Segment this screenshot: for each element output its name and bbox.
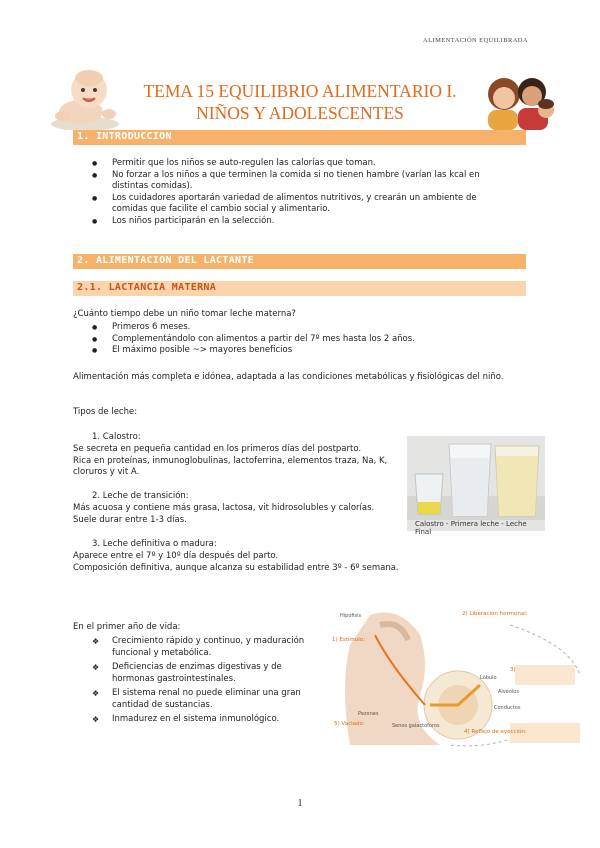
photo-caption: Calostro - Primera leche - Leche Final — [415, 520, 527, 536]
label-lobulo: Lóbulo — [480, 675, 497, 681]
intro-bullet-list — [92, 158, 512, 227]
duration-bullet-list — [92, 322, 512, 357]
label-alveolos: Alvéolos — [498, 689, 519, 695]
milk-type-body-madura — [73, 551, 399, 574]
label-reflejo: 4) Reflejo de eyección: — [464, 729, 527, 735]
label-senos: Senos galactóforos — [392, 723, 440, 729]
title-line-1: TEMA 15 EQUILIBRIO ALIMENTARIO I. — [143, 81, 457, 101]
list-item: ● Los niños participarán en la selección. — [92, 216, 512, 228]
list-item: ● Complementándolo con alimentos a partir del 7º mes hasta los 2 años. — [92, 334, 512, 346]
list-item: ● Los cuidadores aportarán variedad de alimentos nutritivos, y crearán un ambiente de comidas que facilite el cambio social y alimentario. — [92, 193, 512, 216]
milk-type-title-madura: 3. Leche definitiva o madura: — [92, 539, 217, 549]
list-item: ❖ Deficiencias de enzimas digestivas y de hormonas gastrointestinales. — [92, 662, 322, 685]
first-year-bullet-list — [92, 636, 322, 726]
text-line: Más acuosa y contiene más grasa, lactosa, vit hidrosolubles y calorías. — [73, 503, 375, 513]
label-vaciado: 5) Vaciado: — [334, 721, 365, 727]
first-year-label: En el primer año de vida: — [73, 622, 181, 632]
section-heading-intro-text: 1. INTRODUCCION — [77, 131, 172, 142]
milk-types-label: Tipos de leche: — [73, 407, 138, 417]
text-line: Composición definitiva, aunque alcanza su estabilidad entre 3º - 6º semana. — [73, 562, 399, 573]
milk-type-title-calostro: 1. Calostro: — [92, 432, 141, 442]
text-line: Rica en proteínas, inmunoglobulinas, lactoferrina, elementos traza, Na, K, — [73, 455, 388, 466]
summary-text: Alimentación más completa e idónea, adaptada a las condiciones metabólicas y fisiológicas del niño. — [73, 372, 504, 382]
section-heading-lactante — [73, 254, 526, 269]
label-pezones: Pezones — [358, 711, 379, 717]
text-line: cloruros y vit A. — [73, 467, 140, 477]
list-item: ● Permitir que los niños se auto-regulen las calorías que toman. — [92, 158, 512, 170]
page-number: 1 — [297, 798, 303, 809]
label-conductos: Conductos — [494, 705, 521, 711]
subsection-heading-lactancia-text: 2.1. LACTANCIA MATERNA — [77, 282, 217, 293]
milk-type-body-transicion — [73, 503, 374, 526]
milk-type-body-calostro — [73, 444, 387, 479]
text-line: Suele durar entre 1-3 días. — [73, 514, 187, 525]
milk-type-title-transicion: 2. Leche de transición: — [92, 491, 189, 501]
text-line: Se secreta en pequeña cantidad en los primeros días del postparto. — [73, 444, 362, 454]
text-line: Aparece entre el 7º y 10º día después del parto. — [73, 551, 279, 561]
label-step3: 3) — [510, 667, 516, 673]
question-text: ¿Cuánto tiempo debe un niño tomar leche materna? — [73, 309, 296, 319]
section-heading-lactante-text: 2. ALIMENTACION DEL LACTANTE — [77, 255, 254, 266]
running-header: ALIMENTACIÓN EQUILIBRADA — [423, 37, 528, 44]
label-hipofisis: Hipófisis — [340, 613, 362, 619]
list-item: ❖ El sistema renal no puede eliminar una gran cantidad de sustancias. — [92, 688, 322, 711]
list-item: ❖ Crecimiento rápido y continuo, y maduración funcional y metabólica. — [92, 636, 322, 659]
list-item: ❖ Inmadurez en el sistema inmunológico. — [92, 714, 322, 726]
subsection-heading-lactancia — [73, 281, 526, 296]
title-line-2: NIÑOS Y ADOLESCENTES — [196, 103, 404, 123]
label-estimulo: 1) Estímulo: — [332, 637, 366, 643]
section-heading-intro — [73, 130, 526, 145]
page-title — [0, 80, 600, 124]
list-item: ● No forzar a los niños a que terminen la comida si no tienen hambre (varían las kcal en distintas comidas). — [92, 170, 512, 193]
list-item: ● El máximo posible ~> mayores beneficios — [92, 345, 512, 357]
label-liberacion: 2) Liberación hormonal: — [462, 611, 528, 617]
milk-glasses-photo — [407, 436, 545, 536]
breastfeeding-diagram — [330, 605, 595, 755]
list-item: ● Primeros 6 meses. — [92, 322, 512, 334]
